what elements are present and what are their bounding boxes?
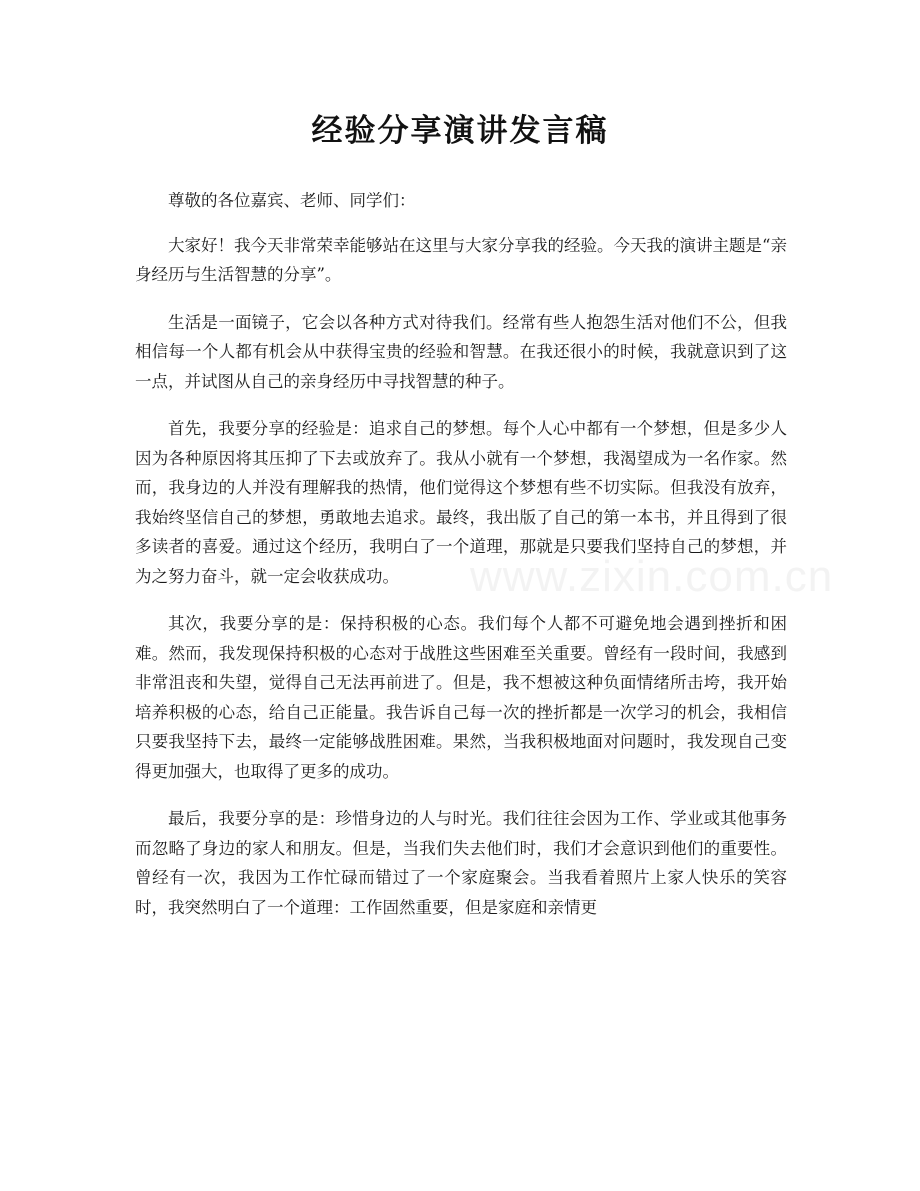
life-mirror-paragraph: 生活是一面镜子，它会以各种方式对待我们。经常有些人抱怨生活对他们不公，但我相信每一个人都有机会从中获得宝贵的经验和智慧。在我还很小的时候，我就意识到了这一点，并试图从自己的亲身经历中寻找智慧的种子。 xyxy=(135,312,787,391)
document-body xyxy=(135,186,834,940)
greeting-paragraph: 尊敬的各位嘉宾、老师、同学们： xyxy=(168,191,416,210)
intro-paragraph: 大家好！我今天非常荣幸能够站在这里与大家分享我的经验。今天我的演讲主题是“亲身经历与生活智慧的分享”。 xyxy=(135,235,787,284)
cherish-paragraph: 最后，我要分享的是：珍惜身边的人与时光。我们往往会因为工作、学业或其他事务而忽略了身边的家人和朋友。但是，当我们失去他们时，我们才会意识到他们的重要性。曾经有一次，我因为工作忙碌而错过了一个家庭聚会。当我看着照片上家人快乐的笑容时，我突然明白了一个道理：工作固然重要，但是家庭和亲情更 xyxy=(135,809,787,917)
dream-paragraph: 首先，我要分享的经验是：追求自己的梦想。每个人心中都有一个梦想，但是多少人因为各种原因将其压抑了下去或放弃了。我从小就有一个梦想，我渴望成为一名作家。然而，我身边的人并没有理解我的热情，他们觉得这个梦想有些不切实际。但我没有放弃，我始终坚信自己的梦想，勇敢地去追求。最终，我出版了自己的第一本书，并且得到了很多读者的喜爱。通过这个经历，我明白了一个道理，那就是只要我们坚持自己的梦想，并为之努力奋斗，就一定会收获成功。 xyxy=(135,419,787,586)
document-title: 经验分享演讲发言稿 xyxy=(311,113,609,149)
positive-mindset-paragraph: 其次，我要分享的是：保持积极的心态。我们每个人都不可避免地会遇到挫折和困难。然而，我发现保持积极的心态对于战胜这些困难至关重要。曾经有一段时间，我感到非常沮丧和失望，觉得自己无法再前进了。但是，我不想被这种负面情绪所击垮，我开始培养积极的心态，给自己正能量。我告诉自己每一次的挫折都是一次学习的机会，我相信只要我坚持下去，最终一定能够战胜困难。果然，当我积极地面对问题时，我发现自己变得更加强大，也取得了更多的成功。 xyxy=(135,614,787,781)
watermark: www.zixin.com.cn xyxy=(470,552,834,601)
